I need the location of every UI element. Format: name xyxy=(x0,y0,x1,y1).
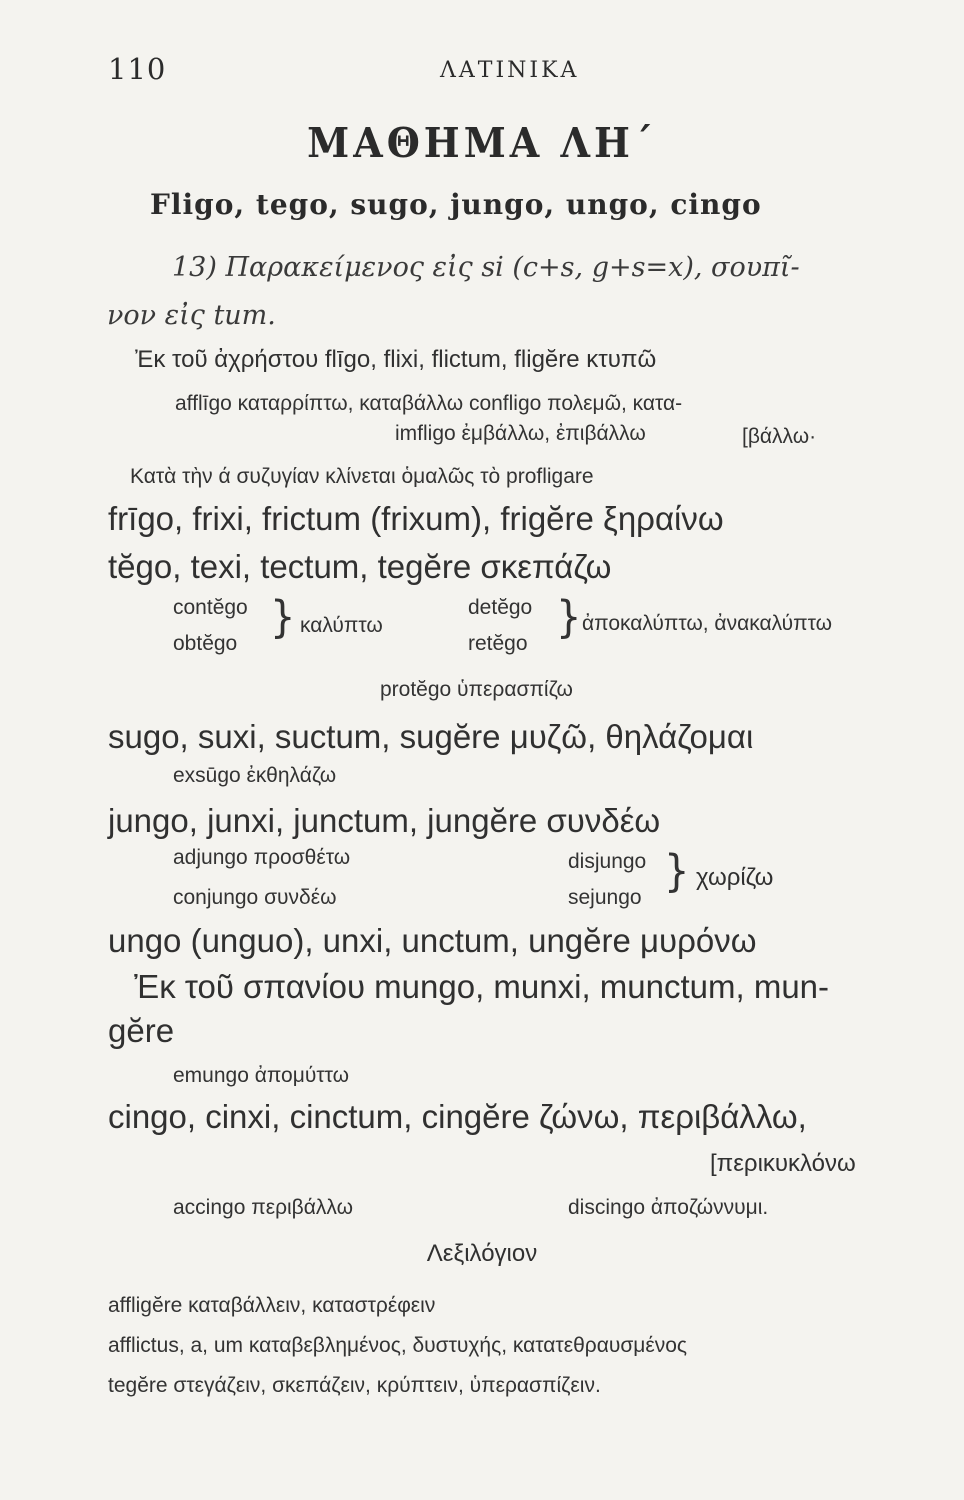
contego: contĕgo xyxy=(173,596,248,619)
obtego: obtĕgo xyxy=(173,632,238,655)
fligo-note: Κατὰ τὴν ά συζυγίαν κλίνεται ὁμαλῶς τὸ profligare xyxy=(130,465,594,488)
mungo-line-1: Ἐκ τοῦ σπανίου mungo, munxi, munctum, mun- xyxy=(134,968,830,1005)
emungo: emungo ἀπομύττω xyxy=(173,1064,350,1087)
vocabulary-entry: tegĕre στεγάζειν, σκεπάζειν, κρύπτειν, ὑπερασπίζειν. xyxy=(108,1374,601,1397)
vocabulary-entry: afflictus, a, um καταβεβλημένος, δυστυχής, κατατεθραυσμένος xyxy=(108,1334,688,1357)
brace-right: } xyxy=(556,591,582,643)
fligo-compounds-2-end: [βάλλω· xyxy=(742,425,817,448)
disjungo-meaning: χωρίζω xyxy=(696,864,774,891)
page-number: 110 xyxy=(108,52,167,86)
fligo-compounds-2: imfligo ἐμβάλλω, ἐπιβάλλω xyxy=(395,422,646,445)
lesson-subtitle: Fligo, tego, sugo, jungo, ungo, cingo xyxy=(150,188,762,221)
rule-line-1: 13) Παρακείμενος εἰς si (c+s, g+s=x), σουπῖ- xyxy=(172,252,800,283)
lesson-title: ΜΑΘΗΜΑ ΛΗ΄ xyxy=(307,118,657,167)
sugo-line: sugo, suxi, suctum, sugĕre μυζῶ, θηλάζομαι xyxy=(108,718,754,755)
contego-meaning: καλύπτω xyxy=(300,614,383,637)
fligo-intro: Ἐκ τοῦ ἀχρήστου flīgo, flixi, flictum, fligĕre κτυπῶ xyxy=(135,346,657,373)
retego: retĕgo xyxy=(468,632,528,655)
jungo-line: jungo, junxi, junctum, jungĕre συνδέω xyxy=(108,802,661,839)
running-title: ΛΑΤΙΝΙΚΑ xyxy=(440,58,580,83)
exsugo: exsūgo ἐκθηλάζω xyxy=(173,764,337,787)
frigo-line: frīgo, frixi, frictum (frixum), frigĕre ξηραίνω xyxy=(108,500,724,537)
sejungo: sejungo xyxy=(568,886,642,909)
rule-line-2: νον εἰς tum. xyxy=(107,300,276,331)
discingo: discingo ἀποζώννυμι. xyxy=(568,1196,769,1219)
cingo-line: cingo, cinxi, cinctum, cingĕre ζώνω, περιβάλλω, xyxy=(108,1098,807,1135)
vocabulary-entry: affligĕre καταβάλλειν, καταστρέφειν xyxy=(108,1294,436,1317)
tego-line: tĕgo, texi, tectum, tegĕre σκεπάζω xyxy=(108,548,612,585)
ungo-line: ungo (unguo), unxi, unctum, ungĕre μυρόνω xyxy=(108,922,757,959)
brace-left: } xyxy=(270,591,296,643)
protego: protĕgo ὑπερασπίζω xyxy=(380,678,573,701)
detego-meaning: ἀποκαλύπτω, ἀνακαλύπτω xyxy=(582,612,832,635)
brace-jungo: } xyxy=(664,845,690,897)
adjungo: adjungo προσθέτω xyxy=(173,846,351,869)
mungo-line-2: gĕre xyxy=(108,1012,175,1049)
disjungo: disjungo xyxy=(568,850,647,873)
detego: detĕgo xyxy=(468,596,533,619)
cingo-line-end: [περικυκλόνω xyxy=(710,1150,856,1177)
vocabulary-heading: Λεξιλόγιον xyxy=(426,1240,538,1267)
fligo-compounds-1: afflīgo καταρρίπτω, καταβάλλω confligo πολεμῶ, κατα- xyxy=(175,392,683,415)
conjungo: conjungo συνδέω xyxy=(173,886,337,909)
accingo: accingo περιβάλλω xyxy=(173,1196,353,1219)
